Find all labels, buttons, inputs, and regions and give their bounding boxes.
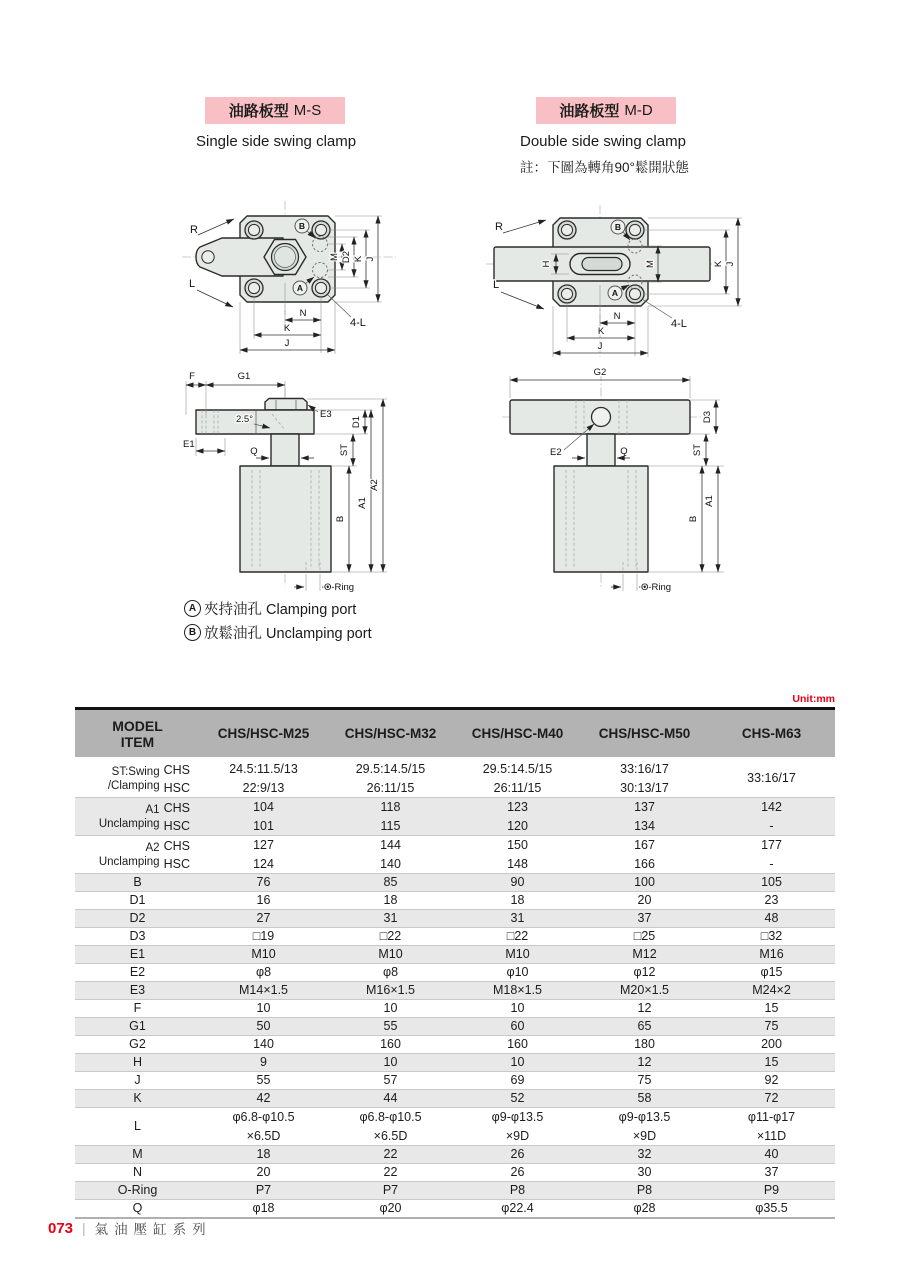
row-label-cell: O-Ring [75, 1182, 200, 1200]
table-row [75, 874, 835, 892]
table-cell: 160 [454, 1036, 581, 1054]
port-label-a: A [611, 288, 619, 298]
table-cell: φ6.8-φ10.5 [232, 1110, 295, 1124]
table-row [75, 892, 835, 910]
table-cell: 55 [327, 1018, 454, 1036]
table-cell: 85 [327, 874, 454, 892]
table-cell: M16×1.5 [327, 982, 454, 1000]
th-model-m40: CHS/HSC-M40 [454, 709, 581, 759]
legend-unclamping-text: 放鬆油孔 Unclamping port [204, 625, 372, 642]
table-cell: 150 [507, 838, 528, 852]
table-cell: ×6.5D [373, 1128, 408, 1143]
table-cell: P8 [581, 1182, 708, 1200]
dim-label-f: F [189, 371, 195, 382]
table-cell: 166 [634, 856, 655, 871]
table-cell: 18 [327, 892, 454, 910]
table-cell: 48 [708, 910, 835, 928]
table-cell: 31 [454, 910, 581, 928]
dim-label-j2: J [284, 338, 290, 349]
table-cell: 30 [581, 1164, 708, 1182]
dim-label-e2: E2 [550, 447, 562, 458]
row-label-cell [75, 759, 200, 798]
dual-label-wrap [75, 837, 200, 873]
dim-label-h: H [541, 260, 552, 268]
dim-label-j: J [365, 256, 376, 262]
dim-label-e3: E3 [320, 409, 332, 420]
table-cell: ×9D [505, 1128, 530, 1143]
table-cell: φ9-φ13.5 [491, 1110, 544, 1124]
table-cell: P9 [708, 1182, 835, 1200]
table-cell: 100 [581, 874, 708, 892]
table-cell: 58 [581, 1090, 708, 1108]
table-cell: 10 [454, 1054, 581, 1072]
table-cell: M24×2 [708, 982, 835, 1000]
table-cell [200, 759, 327, 798]
circled-b: B [184, 624, 201, 641]
table-cell [708, 836, 835, 874]
table-cell [200, 836, 327, 874]
dim-label-4l: 4-L [350, 317, 366, 329]
badge-cjk-label: 油路板型 [228, 103, 289, 120]
table-cell: ×11D [756, 1128, 787, 1143]
row-sublabels [164, 761, 190, 797]
table-cell: φ28 [581, 1200, 708, 1219]
table-row [75, 1108, 835, 1146]
table-row [75, 964, 835, 982]
dim-label-b: B [688, 515, 699, 523]
table-cell [454, 759, 581, 798]
table-cell: 15 [708, 1000, 835, 1018]
table-cell [581, 759, 708, 798]
spec-table [75, 707, 835, 1219]
table-cell: 115 [380, 818, 401, 833]
dim-label-oring: O-Ring [324, 582, 355, 593]
row-label-cell: J [75, 1072, 200, 1090]
table-cell: 140 [380, 856, 401, 871]
table-row [75, 836, 835, 874]
md-plan-diagram [478, 193, 758, 363]
table-cell [581, 798, 708, 836]
table-cell: 140 [200, 1036, 327, 1054]
table-row [75, 928, 835, 946]
row-label-cell: Q [75, 1200, 200, 1219]
table-cell [327, 836, 454, 874]
row-label-top: A2 [145, 841, 160, 854]
table-row [75, 1000, 835, 1018]
legend-clamping-text: 夾持油孔 Clamping port [204, 601, 357, 618]
port-label-b: B [614, 222, 622, 232]
table-cell: 177 [761, 838, 782, 852]
table-cell: 22 [327, 1164, 454, 1182]
table-row [75, 1200, 835, 1219]
table-cell: 31 [327, 910, 454, 928]
table-cell: 15 [708, 1054, 835, 1072]
table-cell: 105 [708, 874, 835, 892]
table-cell: φ35.5 [708, 1200, 835, 1219]
dim-label-e1: E1 [183, 439, 195, 450]
table-cell [200, 798, 327, 836]
sublabel-hsc: HSC [163, 780, 190, 795]
dual-label-wrap [75, 761, 200, 797]
th-model-m63: CHS-M63 [708, 709, 835, 759]
table-row [75, 910, 835, 928]
table-cell: 120 [507, 818, 528, 833]
table-cell: 75 [581, 1072, 708, 1090]
table-cell [454, 836, 581, 874]
row-label-cell: L [75, 1108, 200, 1146]
ms-plan-diagram [170, 193, 420, 363]
circled-a: A [184, 600, 201, 617]
table-cell [581, 1108, 708, 1146]
table-cell: 92 [708, 1072, 835, 1090]
table-cell: M10 [327, 946, 454, 964]
table-cell: φ8 [327, 964, 454, 982]
row-label-cell: M [75, 1146, 200, 1164]
table-cell [327, 798, 454, 836]
table-row [75, 1182, 835, 1200]
table-cell: M12 [581, 946, 708, 964]
model-label-line1: MODEL [112, 717, 163, 734]
table-cell: 10 [454, 1000, 581, 1018]
dim-label-d2: D2 [341, 250, 352, 264]
table-cell: φ15 [708, 964, 835, 982]
table-cell: 142 [761, 800, 782, 814]
table-cell: P7 [327, 1182, 454, 1200]
table-cell: 20 [200, 1164, 327, 1182]
row-label-cell: N [75, 1164, 200, 1182]
series-title: 氣油壓缸系列 [94, 1222, 212, 1237]
table-cell: 76 [200, 874, 327, 892]
table-cell: 127 [253, 838, 274, 852]
dim-label-m: M [329, 253, 340, 261]
th-model-item [75, 709, 200, 759]
dim-label-l: L [493, 279, 500, 291]
table-cell: 40 [708, 1146, 835, 1164]
dim-label-g1: G1 [237, 371, 251, 382]
table-row [75, 759, 835, 798]
row-label-top: A1 [145, 803, 160, 816]
table-cell: φ18 [200, 1200, 327, 1219]
table-cell: 26 [454, 1164, 581, 1182]
note-90-degree: 註：下圖為轉角90°鬆開狀態 [520, 160, 689, 175]
table-cell: φ10 [454, 964, 581, 982]
page-number: 073 [48, 1219, 74, 1237]
model-label-line2: ITEM [120, 733, 155, 750]
ms-side-diagram [168, 358, 398, 598]
unit-label: Unit:mm [792, 693, 835, 705]
table-cell: 10 [327, 1000, 454, 1018]
table-cell: - [769, 856, 774, 871]
table-cell: 42 [200, 1090, 327, 1108]
dim-label-a2: A2 [369, 479, 380, 491]
dim-label-n: N [299, 308, 307, 319]
section-badge-md [536, 97, 676, 124]
table-row [75, 1164, 835, 1182]
legend-unclamping [184, 620, 372, 644]
row-label-bottom: /Clamping [107, 779, 160, 792]
table-cell: 118 [380, 800, 401, 814]
row-label-cell: E3 [75, 982, 200, 1000]
dim-label-oring: O-Ring [641, 582, 672, 593]
row-label [99, 841, 160, 869]
row-label-cell: E1 [75, 946, 200, 964]
row-label-cell: K [75, 1090, 200, 1108]
table-row [75, 1146, 835, 1164]
table-cell: 44 [327, 1090, 454, 1108]
dim-label-j2: J [597, 341, 603, 352]
dim-label-b: B [335, 515, 346, 523]
table-cell: 26:11/15 [366, 780, 415, 795]
dim-label-st: ST [339, 443, 350, 457]
table-cell: 9 [200, 1054, 327, 1072]
sublabel-hsc: HSC [163, 856, 190, 871]
table-cell: 167 [634, 838, 655, 852]
table-cell: 101 [253, 818, 274, 833]
table-cell [327, 759, 454, 798]
sublabel-chs: CHS [163, 800, 190, 815]
table-cell: 124 [253, 856, 274, 871]
table-cell: 137 [634, 800, 655, 814]
table-cell: 60 [454, 1018, 581, 1036]
table-cell: 65 [581, 1018, 708, 1036]
table-row [75, 1054, 835, 1072]
table-cell: 26 [454, 1146, 581, 1164]
dim-label-a1: A1 [704, 495, 715, 507]
md-side-diagram [488, 358, 738, 598]
table-cell: □32 [708, 928, 835, 946]
table-cell: 134 [634, 818, 655, 833]
row-label-cell [75, 836, 200, 874]
row-sublabels [164, 799, 190, 835]
dim-label-q: Q [250, 446, 258, 457]
sublabel-chs: CHS [163, 838, 190, 853]
section-badge-ms [205, 97, 345, 124]
dim-label-4l: 4-L [671, 318, 687, 330]
table-cell: □22 [327, 928, 454, 946]
table-cell: P7 [200, 1182, 327, 1200]
table-cell: 32 [581, 1146, 708, 1164]
page-footer [48, 1218, 212, 1238]
table-cell: 123 [507, 800, 528, 814]
table-cell: 18 [200, 1146, 327, 1164]
row-label-cell: G1 [75, 1018, 200, 1036]
sublabel-hsc: HSC [163, 818, 190, 833]
table-cell: 50 [200, 1018, 327, 1036]
row-label-bottom: Unclamping [98, 855, 160, 868]
row-label-cell [75, 798, 200, 836]
row-sublabels [164, 837, 190, 873]
row-label-top: ST:Swing [111, 765, 160, 778]
table-cell: ×9D [632, 1128, 657, 1143]
table-cell: ×6.5D [246, 1128, 281, 1143]
table-cell: P8 [454, 1182, 581, 1200]
table-cell: 148 [507, 856, 528, 871]
table-cell [200, 1108, 327, 1146]
table-cell: 55 [200, 1072, 327, 1090]
table-cell: 18 [454, 892, 581, 910]
table-cell: 33:16/17 [620, 762, 669, 776]
table-cell: 37 [708, 1164, 835, 1182]
dim-label-m: M [645, 260, 656, 268]
table-cell: 20 [581, 892, 708, 910]
table-cell: φ12 [581, 964, 708, 982]
table-cell: M10 [454, 946, 581, 964]
dim-label-k: K [713, 260, 724, 268]
legend-clamping [184, 596, 372, 620]
dim-label-g2: G2 [593, 367, 607, 378]
row-label-bottom: Unclamping [98, 817, 160, 830]
table-cell: 12 [581, 1054, 708, 1072]
table-cell: 75 [708, 1018, 835, 1036]
row-label [99, 803, 160, 831]
dim-label-d3: D3 [702, 410, 713, 424]
table-cell: 33:16/17 [708, 759, 835, 798]
row-label-cell: F [75, 1000, 200, 1018]
table-cell: φ9-φ13.5 [618, 1110, 671, 1124]
table-cell: 104 [253, 800, 274, 814]
table-cell: 37 [581, 910, 708, 928]
badge-cjk-label: 油路板型 [559, 103, 620, 120]
table-cell: 72 [708, 1090, 835, 1108]
badge-code: M-D [624, 102, 653, 119]
sublabel-chs: CHS [163, 762, 190, 777]
table-cell: 160 [327, 1036, 454, 1054]
dual-label-wrap [75, 799, 200, 835]
table-row [75, 798, 835, 836]
table-cell: M20×1.5 [581, 982, 708, 1000]
table-cell: □19 [200, 928, 327, 946]
table-cell: φ11-φ17 [747, 1110, 796, 1124]
spec-table-body [75, 759, 835, 1219]
row-label-cell: D1 [75, 892, 200, 910]
row-label-cell: H [75, 1054, 200, 1072]
table-cell: 180 [581, 1036, 708, 1054]
subtitle-single-side: Single side swing clamp [196, 133, 357, 150]
table-cell: 200 [708, 1036, 835, 1054]
dim-label-d1: D1 [351, 415, 362, 429]
table-cell: φ8 [200, 964, 327, 982]
e2-hole [592, 408, 611, 427]
table-row [75, 1018, 835, 1036]
table-cell: 26:11/15 [493, 780, 542, 795]
table-cell: 52 [454, 1090, 581, 1108]
dim-label-r: R [190, 224, 198, 236]
dim-label-a1: A1 [357, 497, 368, 509]
dim-label-j: J [725, 261, 736, 267]
table-cell: 16 [200, 892, 327, 910]
dim-label-st: ST [692, 443, 703, 457]
table-cell: □25 [581, 928, 708, 946]
table-cell: 10 [327, 1054, 454, 1072]
table-cell: M18×1.5 [454, 982, 581, 1000]
table-cell: 30:13/17 [620, 780, 669, 795]
angle-label: 2.5° [236, 414, 254, 425]
table-cell: φ22.4 [454, 1200, 581, 1219]
table-cell: 10 [200, 1000, 327, 1018]
table-cell: 29.5:14.5/15 [355, 762, 426, 776]
table-cell [708, 1108, 835, 1146]
table-cell: - [769, 818, 774, 833]
row-label-cell: D3 [75, 928, 200, 946]
th-model-m32: CHS/HSC-M32 [327, 709, 454, 759]
table-cell [454, 798, 581, 836]
table-cell: 144 [380, 838, 401, 852]
table-cell: 23 [708, 892, 835, 910]
footer-divider: | [82, 1220, 86, 1236]
subtitle-double-side: Double side swing clamp [520, 133, 686, 150]
table-cell [454, 1108, 581, 1146]
port-label-a: A [296, 283, 304, 293]
row-label-cell: D2 [75, 910, 200, 928]
dim-label-r: R [495, 221, 503, 233]
table-row [75, 1090, 835, 1108]
dim-label-l: L [189, 278, 196, 290]
row-label-cell: B [75, 874, 200, 892]
table-cell: 22:9/13 [242, 780, 285, 795]
table-cell: 12 [581, 1000, 708, 1018]
table-cell: 90 [454, 874, 581, 892]
th-model-m50: CHS/HSC-M50 [581, 709, 708, 759]
table-cell: M16 [708, 946, 835, 964]
table-cell: 29.5:14.5/15 [482, 762, 553, 776]
table-cell: φ20 [327, 1200, 454, 1219]
table-cell [327, 1108, 454, 1146]
row-label-cell: E2 [75, 964, 200, 982]
row-label-cell: G2 [75, 1036, 200, 1054]
table-cell [581, 836, 708, 874]
port-legend [184, 596, 372, 644]
table-row [75, 982, 835, 1000]
dim-label-k: K [353, 255, 364, 263]
th-model-m25: CHS/HSC-M25 [200, 709, 327, 759]
row-label [108, 765, 160, 793]
table-cell [708, 798, 835, 836]
badge-code: M-S [293, 102, 322, 119]
dim-label-k2: K [597, 326, 605, 337]
table-cell: 27 [200, 910, 327, 928]
table-cell: 69 [454, 1072, 581, 1090]
table-cell: 57 [327, 1072, 454, 1090]
dim-label-n: N [613, 311, 621, 322]
table-cell: M10 [200, 946, 327, 964]
dim-label-k2: K [283, 323, 291, 334]
table-cell: 22 [327, 1146, 454, 1164]
table-header-row [75, 709, 835, 759]
table-cell: □22 [454, 928, 581, 946]
dim-label-q: Q [620, 446, 628, 457]
table-cell: M14×1.5 [200, 982, 327, 1000]
table-row [75, 1036, 835, 1054]
table-row [75, 946, 835, 964]
table-cell: φ6.8-φ10.5 [359, 1110, 422, 1124]
table-cell: 24.5:11.5/13 [229, 762, 298, 776]
table-row [75, 1072, 835, 1090]
port-label-b: B [298, 221, 306, 231]
